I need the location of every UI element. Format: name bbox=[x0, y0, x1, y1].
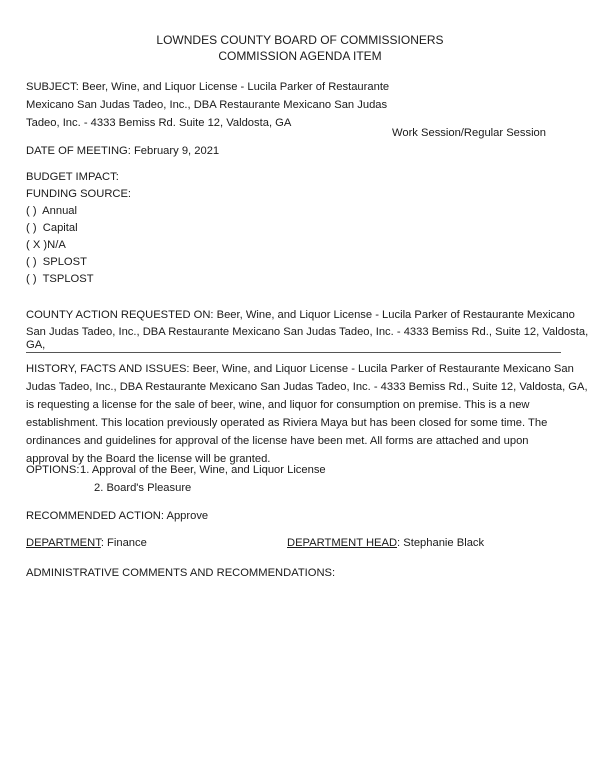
funding-option-capital bbox=[26, 219, 78, 237]
option-label: Capital bbox=[42, 222, 78, 234]
county-action-line-1: COUNTY ACTION REQUESTED ON: Beer, Wine, and Liquor License - Lucila Parker of Restaurante Mexicano bbox=[26, 309, 575, 321]
department-head-value: : Stephanie Black bbox=[397, 537, 485, 549]
agenda-item-title: COMMISSION AGENDA ITEM bbox=[218, 49, 382, 63]
session-type: Work Session/Regular Session bbox=[392, 127, 547, 139]
history-line: establishment. This location previously operated as Riviera Maya but has been closed for some time. The bbox=[26, 417, 548, 429]
department-head-label: DEPARTMENT HEAD bbox=[287, 537, 398, 549]
options-label: OPTIONS: bbox=[26, 464, 80, 476]
checkbox-mark: ( ) bbox=[26, 273, 37, 285]
date-of-meeting: DATE OF MEETING: February 9, 2021 bbox=[26, 145, 220, 157]
history-line: is requesting a license for the sale of beer, wine, and liquor for consumption on premise. This is a new bbox=[26, 399, 530, 411]
history-line: ordinances and guidelines for approval of the license have been met. All forms are attached and upon bbox=[26, 435, 529, 447]
history-line: approval by the Board the license will be granted. bbox=[26, 453, 271, 465]
department-head bbox=[287, 534, 484, 552]
funding-option-tsplost bbox=[26, 270, 94, 288]
checkbox-mark: ( ) bbox=[26, 205, 37, 217]
option-label: SPLOST bbox=[42, 256, 87, 268]
option-label: N/A bbox=[47, 239, 66, 251]
checkbox-mark: ( ) bbox=[26, 256, 37, 268]
board-title: LOWNDES COUNTY BOARD OF COMMISSIONERS bbox=[156, 33, 444, 47]
checkbox-mark: ( ) bbox=[26, 222, 37, 234]
option-label: TSPLOST bbox=[42, 273, 94, 285]
subject-line-2: Mexicano San Judas Tadeo, Inc., DBA Restaurante Mexicano San Judas bbox=[26, 99, 388, 111]
funding-source-label: FUNDING SOURCE: bbox=[26, 188, 132, 200]
recommended-action: RECOMMENDED ACTION: Approve bbox=[26, 510, 209, 522]
subject-line-3: Tadeo, Inc. - 4333 Bemiss Rd. Suite 12, Valdosta, GA bbox=[26, 117, 292, 129]
funding-option-annual bbox=[26, 202, 77, 220]
department-value: : Finance bbox=[100, 537, 147, 549]
department-label: DEPARTMENT bbox=[26, 537, 101, 549]
budget-impact-label: BUDGET IMPACT: bbox=[26, 171, 119, 183]
history-line: Judas Tadeo, Inc., DBA Restaurante Mexicano San Judas Tadeo, Inc. - 4333 Bemiss Rd., Suite 12, Valdosta, GA, bbox=[26, 381, 588, 393]
history-line: HISTORY, FACTS AND ISSUES: Beer, Wine, and Liquor License - Lucila Parker of Restaurante Mexicano San bbox=[26, 363, 574, 375]
subject-line-1: SUBJECT: Beer, Wine, and Liquor License - Lucila Parker of Restaurante bbox=[26, 81, 390, 93]
option-2: 2. Board's Pleasure bbox=[94, 482, 192, 494]
funding-option-splost bbox=[26, 253, 87, 271]
section-divider bbox=[26, 352, 561, 353]
admin-comments-label: ADMINISTRATIVE COMMENTS AND RECOMMENDATIONS: bbox=[26, 567, 336, 579]
funding-option-na bbox=[26, 236, 66, 254]
option-1: 1. Approval of the Beer, Wine, and Liquor License bbox=[80, 464, 326, 476]
county-action-line-2: San Judas Tadeo, Inc., DBA Restaurante Mexicano San Judas Tadeo, Inc. - 4333 Bemiss Rd., Suite 12, Valdosta, bbox=[26, 326, 589, 338]
option-label: Annual bbox=[42, 205, 78, 217]
department bbox=[26, 534, 147, 552]
checkbox-mark: ( X ) bbox=[26, 239, 48, 251]
county-action-line-3: GA, bbox=[26, 339, 46, 351]
